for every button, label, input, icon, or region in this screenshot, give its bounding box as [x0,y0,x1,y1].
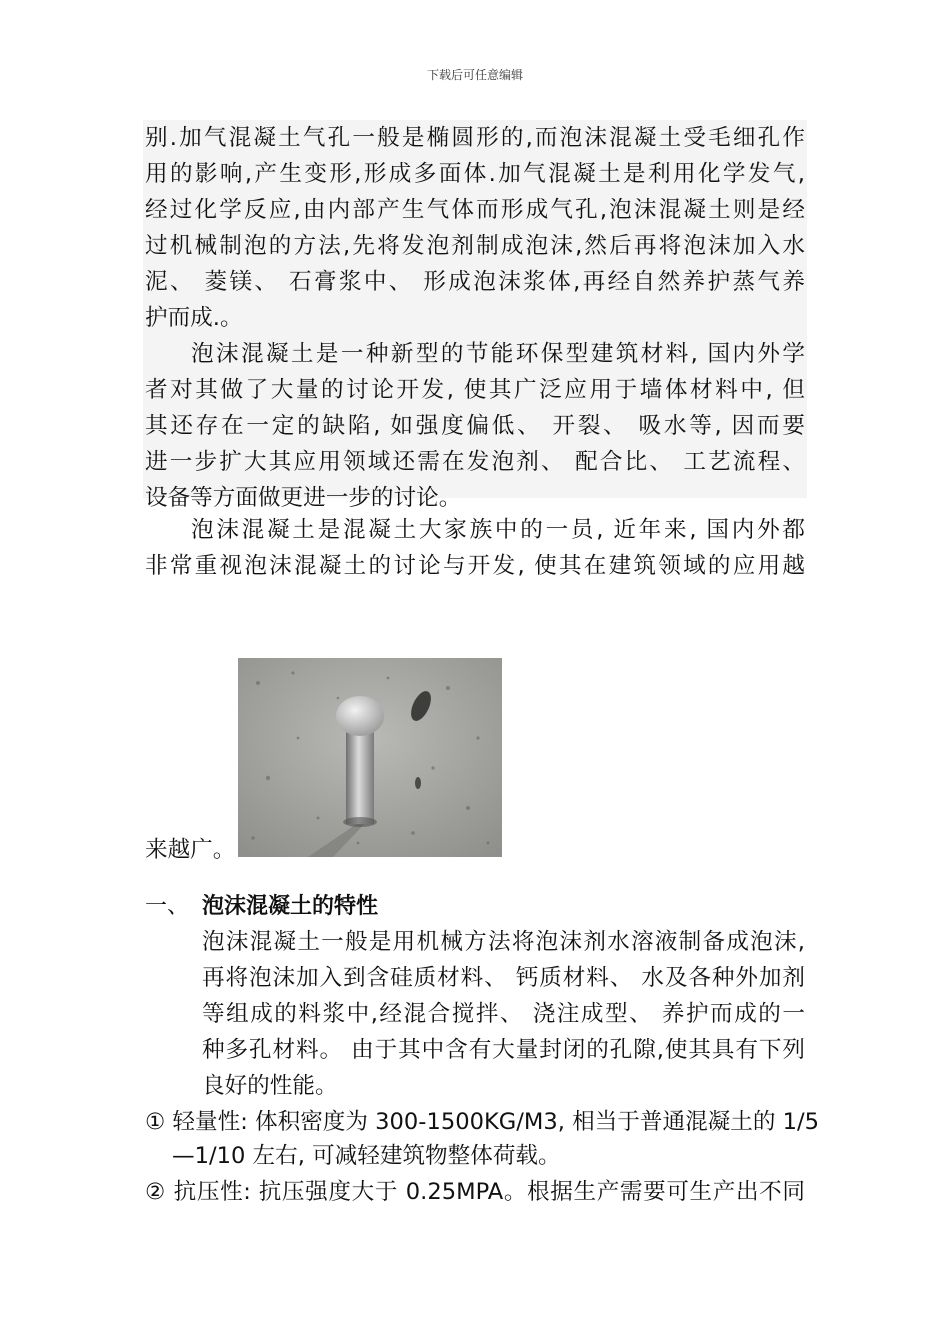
paragraph-line: 泡沫混凝土一般是用机械方法将泡沫剂水溶液制备成泡沫, [202,929,805,955]
list-item: ① 轻量性: 体积密度为 300-1500KG/M3, 相当于普通混凝土的 1/5 [145,1109,819,1135]
foam-concrete-nail-photo [238,658,502,857]
paragraph-line: 非常重视泡沫混凝土的讨论与开发, 使其在建筑领域的应用越 [145,553,805,579]
paragraph-line: 者对其做了大量的讨论开发, 使其广泛应用于墙体材料中, 但 [145,377,805,403]
section-title: 泡沫混凝土的特性 [202,894,379,919]
list-item: ② 抗压性: 抗压强度大于 0.25MPA。根据生产需要可生产出不同 [145,1179,805,1205]
paragraph-line: 用的影响,产生变形,形成多面体.加气混凝土是利用化学发气, [145,161,805,187]
paragraph-line: 别.加气混凝土气孔一般是椭圆形的,而泡沫混凝土受毛细孔作 [145,125,805,151]
paragraph-line: 其还存在一定的缺陷, 如强度偏低、 开裂、 吸水等, 因而要 [145,413,805,439]
section-number: 一、 [145,894,190,919]
paragraph-line: 泡沫混凝土是混凝土大家族中的一员, 近年来, 国内外都 [191,517,805,543]
paragraph-line: 设备等方面做更进一步的讨论。 [145,485,462,511]
paragraph-line: 等组成的料浆中,经混合搅拌、 浇注成型、 养护而成的一 [202,1001,805,1027]
paragraph-line: 良好的性能。 [202,1073,338,1099]
page-header: 下载后可任意编辑 [426,68,523,82]
paragraph-line: 护而成.。 [145,305,243,331]
paragraph-line: 过机械制泡的方法,先将发泡剂制成泡沫,然后再将泡沫加入水 [145,233,805,259]
list-item: —1/10 左右, 可减轻建筑物整体荷载。 [172,1143,561,1169]
paragraph-line: 种多孔材料。 由于其中含有大量封闭的孔隙,使其具有下列 [202,1037,805,1063]
paragraph-line: 经过化学反应,由内部产生气体而形成气孔,泡沫混凝土则是经 [145,197,805,223]
paragraph-line: 来越广。 [145,837,236,863]
paragraph-line: 进一步扩大其应用领域还需在发泡剂、 配合比、 工艺流程、 [145,449,805,475]
paragraph-line: 泥、 菱镁、 石膏浆中、 形成泡沫浆体,再经自然养护蒸气养 [145,269,805,295]
paragraph-line: 再将泡沫加入到含硅质材料、 钙质材料、 水及各种外加剂 [202,965,805,991]
section-heading [145,889,378,925]
paragraph-line: 泡沫混凝土是一种新型的节能环保型建筑材料, 国内外学 [191,341,805,367]
